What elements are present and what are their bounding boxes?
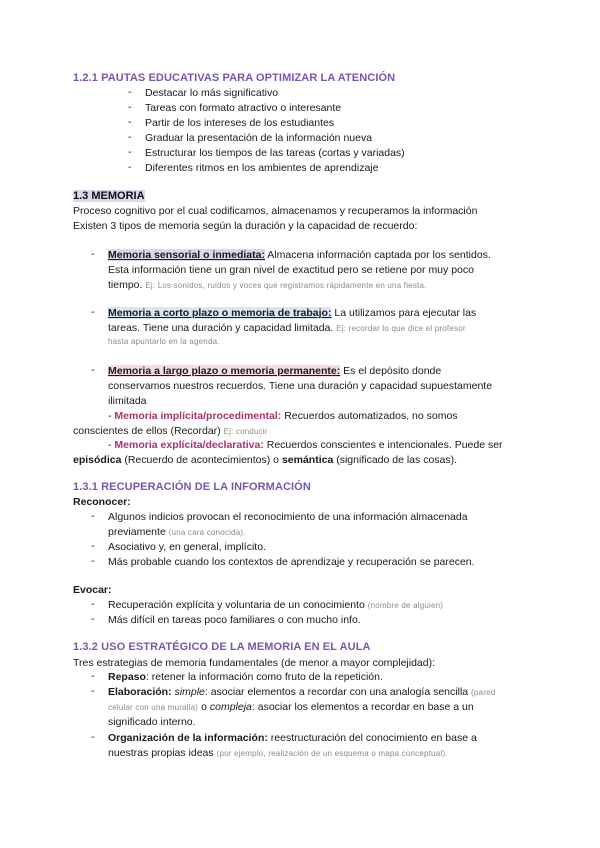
bullet-dash: - [91, 510, 95, 522]
bullet-dash: - [91, 670, 95, 682]
sensorial-line-3: tiempo. Ej: Los sonidos, ruidos y voces que registramos rápidamente en una fiesta. [108, 279, 427, 291]
implicita-line-2: conscientes de ellos (Recordar) Ej: conducir [73, 425, 268, 437]
strategy-elaboracion-line-2: celular con una muralla) o compleja: asociar los elementos a recordar en base a un [108, 701, 474, 713]
example-text: Ej: Los sonidos, ruidos y voces que registramos rápidamente en una fiesta. [145, 281, 427, 290]
list-item: Diferentes ritmos en los ambientes de aprendizaje [145, 162, 379, 174]
bullet-dash: - [128, 101, 132, 113]
example-text: (nombre de alguien) [367, 601, 444, 610]
corto-line-2: tareas. Tiene una duración y capacidad limitada. Ej: recordar lo que dice el profesor [108, 322, 466, 334]
example-text: (una cara conocida). [168, 528, 246, 537]
bullet-dash: - [128, 131, 132, 143]
example-text: celular con una muralla) [108, 703, 199, 712]
bullet-dash: - [128, 116, 132, 128]
list-item: Estructurar los tiempos de las tareas (cortas y variadas) [145, 147, 405, 159]
intro-line-1: Proceso cognitivo por el cual codificamos, almacenamos y recuperamos la información [73, 205, 478, 217]
list-item: Más probable cuando los contextos de aprendizaje y recuperación se parecen. [108, 556, 475, 568]
bullet-dash: - [128, 161, 132, 173]
term-corto-plazo: Memoria a corto plazo o memoria de trabajo: [108, 307, 332, 319]
strategy-repaso: Repaso: retener la información como fruto de la repetición. [108, 671, 383, 683]
sensorial-line-2: Esta información tiene un gran nivel de exactitud pero se retiene por muy poco [108, 264, 474, 276]
bullet-dash: - [128, 146, 132, 158]
list-item-cont: previamente (una cara conocida). [108, 526, 246, 538]
term-implicita: Memoria implícita/procedimental: [114, 410, 282, 422]
example-text: Ej: conducir [223, 427, 268, 436]
explicita-line-2: episódica (Recuerdo de acontecimientos) o semántica (significado de las cosas). [73, 454, 458, 466]
intro-line: Tres estrategias de memoria fundamentales (de menor a mayor complejidad): [73, 657, 436, 669]
bullet-dash: - [91, 248, 95, 260]
section-title-1-2-1: 1.2.1 PAUTAS EDUCATIVAS PARA OPTIMIZAR LA ATENCIÓN [73, 72, 396, 84]
strategy-elaboracion-line-1: Elaboración: simple: asociar elementos a recordar con una analogía sencilla (pared [108, 686, 496, 698]
bullet-dash: - [91, 685, 95, 697]
list-item: Asociativo y, en general, implícito. [108, 541, 266, 553]
term-largo-plazo: Memoria a largo plazo o memoria permanente: [108, 365, 341, 377]
largo-line-2: conservamos nuestros recuerdos. Tiene una duración y capacidad supuestamente [108, 380, 493, 392]
example-text: hasta apuntarlo en la agenda. [108, 337, 220, 346]
list-item: Tareas con formato atractivo o interesante [145, 102, 342, 114]
bullet-dash: - [128, 86, 132, 98]
term-explicita: Memoria explícita/declarativa: [114, 439, 264, 451]
example-text: (pared [471, 688, 496, 697]
explicita-line-1: - Memoria explícita/declarativa: Recuerdos conscientes e intencionales. Puede ser [108, 439, 503, 451]
bullet-dash: - [91, 540, 95, 552]
subheading-reconocer: Reconocer: [73, 496, 131, 508]
list-item: Recuperación explícita y voluntaria de un conocimiento (nombre de alguien) [108, 599, 444, 611]
bullet-dash: - [91, 613, 95, 625]
corto-line-1: Memoria a corto plazo o memoria de trabajo: La utilizamos para ejecutar las [108, 307, 477, 319]
intro-line-2: Existen 3 tipos de memoria según la duración y la capacidad de recuerdo: [73, 220, 418, 232]
list-item: Más difícil en tareas poco familiares o con mucho info. [108, 614, 361, 626]
section-title-1-3-1: 1.3.1 RECUPERACIÓN DE LA INFORMACIÓN [73, 481, 311, 493]
term-sensorial: Memoria sensorial o inmediata: [108, 249, 265, 261]
implicita-line-1: - Memoria implícita/procedimental: Recuerdos automatizados, no somos [108, 410, 458, 422]
largo-line-1: Memoria a largo plazo o memoria permanente: Es el depósito donde [108, 365, 442, 377]
strategy-organizacion-line-2: nuestras propias ideas (por ejemplo, realización de un esquema o mapa conceptual). [108, 747, 448, 759]
bullet-dash: - [91, 731, 95, 743]
largo-line-3: ilimitada [108, 395, 147, 407]
example-text: (por ejemplo, realización de un esquema o mapa conceptual). [216, 749, 448, 758]
strategy-organizacion-line-1: Organización de la información: reestructuración del conocimiento en base a [108, 732, 477, 744]
section-title-1-3-2: 1.3.2 USO ESTRATÉGICO DE LA MEMORIA EN EL AULA [73, 641, 371, 653]
bullet-dash: - [91, 364, 95, 376]
subheading-evocar: Evocar: [73, 584, 112, 596]
strategy-elaboracion-line-3: significado interno. [108, 716, 196, 728]
list-item: Partir de los intereses de los estudiantes [145, 117, 335, 129]
bullet-dash: - [91, 306, 95, 318]
bullet-dash: - [91, 598, 95, 610]
list-item: Destacar lo más significativo [145, 87, 279, 99]
list-item: Graduar la presentación de la información nueva [145, 132, 373, 144]
bullet-dash: - [91, 555, 95, 567]
section-title-1-3: 1.3 MEMORIA [73, 190, 145, 202]
example-text: Ej: recordar lo que dice el profesor [336, 324, 466, 333]
sensorial-line-1: Memoria sensorial o inmediata: Almacena información captada por los sentidos. [108, 249, 491, 261]
list-item: Algunos indicios provocan el reconocimiento de una información almacenada [108, 511, 468, 523]
